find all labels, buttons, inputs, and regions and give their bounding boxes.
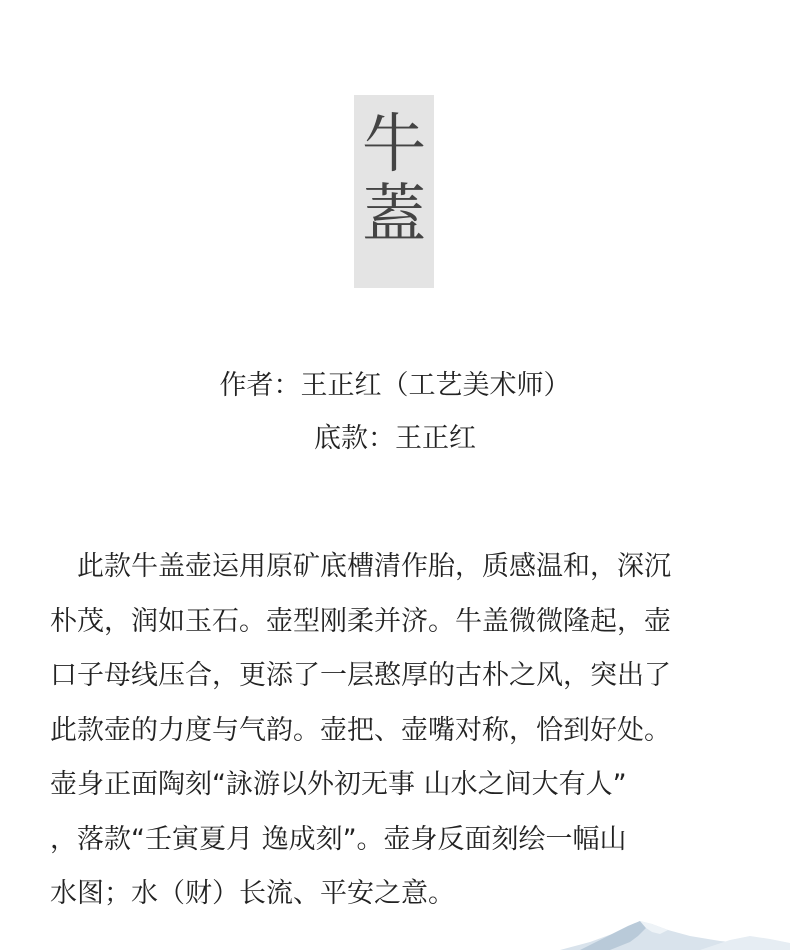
title-char-1: 牛	[362, 108, 426, 182]
author-line: 作者：王正红（工艺美术师）	[219, 370, 571, 401]
description-line: 水图；水（财）长流、平安之意。	[50, 878, 455, 909]
mountain-decoration	[560, 910, 790, 950]
description-line: 壶身正面陶刻“詠游以外初无事 山水之间大有人”	[50, 769, 627, 800]
description-line: 此款壶的力度与气韵。壶把、壶嘴对称，恰到好处。	[50, 714, 671, 746]
description-line: 此款牛盖壶运用原矿底槽清作胎，质感温和，深沉	[50, 551, 671, 582]
description-line: ，落款“壬寅夏月 逸成刻”。壶身反面刻绘一幅山	[50, 823, 627, 855]
description-line: 口子母线压合，更添了一层憨厚的古朴之风，突出了	[50, 660, 671, 691]
description-line: 朴茂，润如玉石。壶型刚柔并济。牛盖微微隆起，壶	[50, 605, 671, 637]
bottom-mark-line: 底款：王正红	[314, 423, 476, 454]
description-paragraph	[50, 540, 750, 922]
title-box	[354, 95, 434, 288]
title-char-2: 蓋	[362, 178, 426, 252]
